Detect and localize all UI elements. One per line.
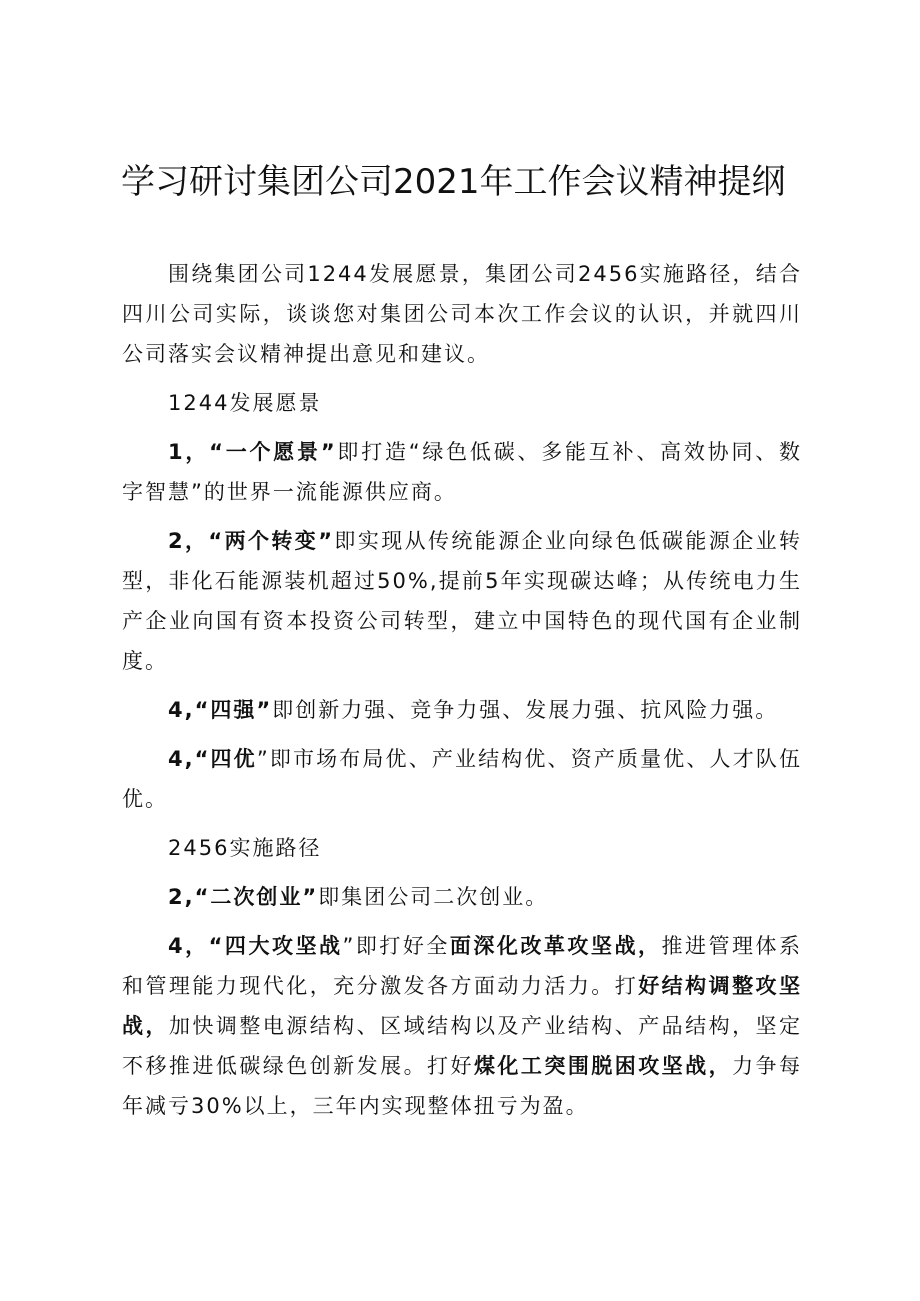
item-emphasis-structure: 好结构调整攻坚战， [122, 974, 803, 1038]
item-one-vision [122, 432, 802, 512]
item-two-transitions [122, 521, 802, 681]
item-text-part: 推进管理体系和管理能力现代化，充分激发各方面动力活力。打 [122, 934, 802, 998]
item-label: 4,“四优 [168, 747, 257, 771]
item-text: 即集团公司二次创业。 [318, 885, 549, 909]
intro-paragraph: 围绕集团公司1244发展愿景，集团公司2456实施路径，结合四川公司实际，谈谈您对集团公司本次工作会议的认识，并就四川公司落实会议精神提出意见和建议。 [122, 262, 802, 366]
item-text: ”即市场布局优、产业结构优、资产质量优、人才队伍优。 [122, 747, 802, 811]
item-label: 4，“四大攻坚战 [168, 934, 343, 958]
item-text-part: 力争每年减亏30%以上，三年内实现整体扭亏为盈。 [122, 1054, 803, 1118]
section-heading-path: 2456实施路径 [168, 836, 322, 860]
item-second-venture [122, 877, 802, 917]
item-four-strengths [122, 690, 802, 730]
item-text: 即打造“绿色低碳、多能互补、高效协同、数字智慧”的世界一流能源供应商。 [122, 440, 802, 504]
item-four-advantages [122, 739, 802, 819]
item-text: 即创新力强、竞争力强、发展力强、抗风险力强。 [272, 698, 779, 722]
item-label: 1，“一个愿景” [168, 440, 337, 464]
item-label: 4,“四强” [168, 698, 273, 722]
item-label: 2,“二次创业” [168, 885, 319, 909]
item-text-part: 加快调整电源结构、区域结构以及产业结构、产品结构，坚定不移推进低碳绿色创新发展。打好 [122, 1014, 803, 1078]
item-label: 2，“两个转变” [168, 529, 335, 553]
section-heading-vision: 1244发展愿景 [168, 391, 322, 415]
document-title: 学习研讨集团公司2021年工作会议精神提纲 [121, 162, 786, 202]
item-text: 即实现从传统能源企业向绿色低碳能源企业转型，非化石能源装机超过50%,提前5年实现碳达峰；从传统电力生产企业向国有资本投资公司转型，建立中国特色的现代国有企业制度。 [122, 529, 802, 673]
item-four-battles [122, 926, 802, 1126]
item-emphasis-reform: 面深化改革攻坚战， [449, 934, 662, 958]
item-emphasis-coal-chemical: 煤化工突围脱困攻坚战， [473, 1054, 733, 1078]
item-text-part: ”即打好全 [342, 934, 450, 958]
document-body [122, 254, 802, 1126]
